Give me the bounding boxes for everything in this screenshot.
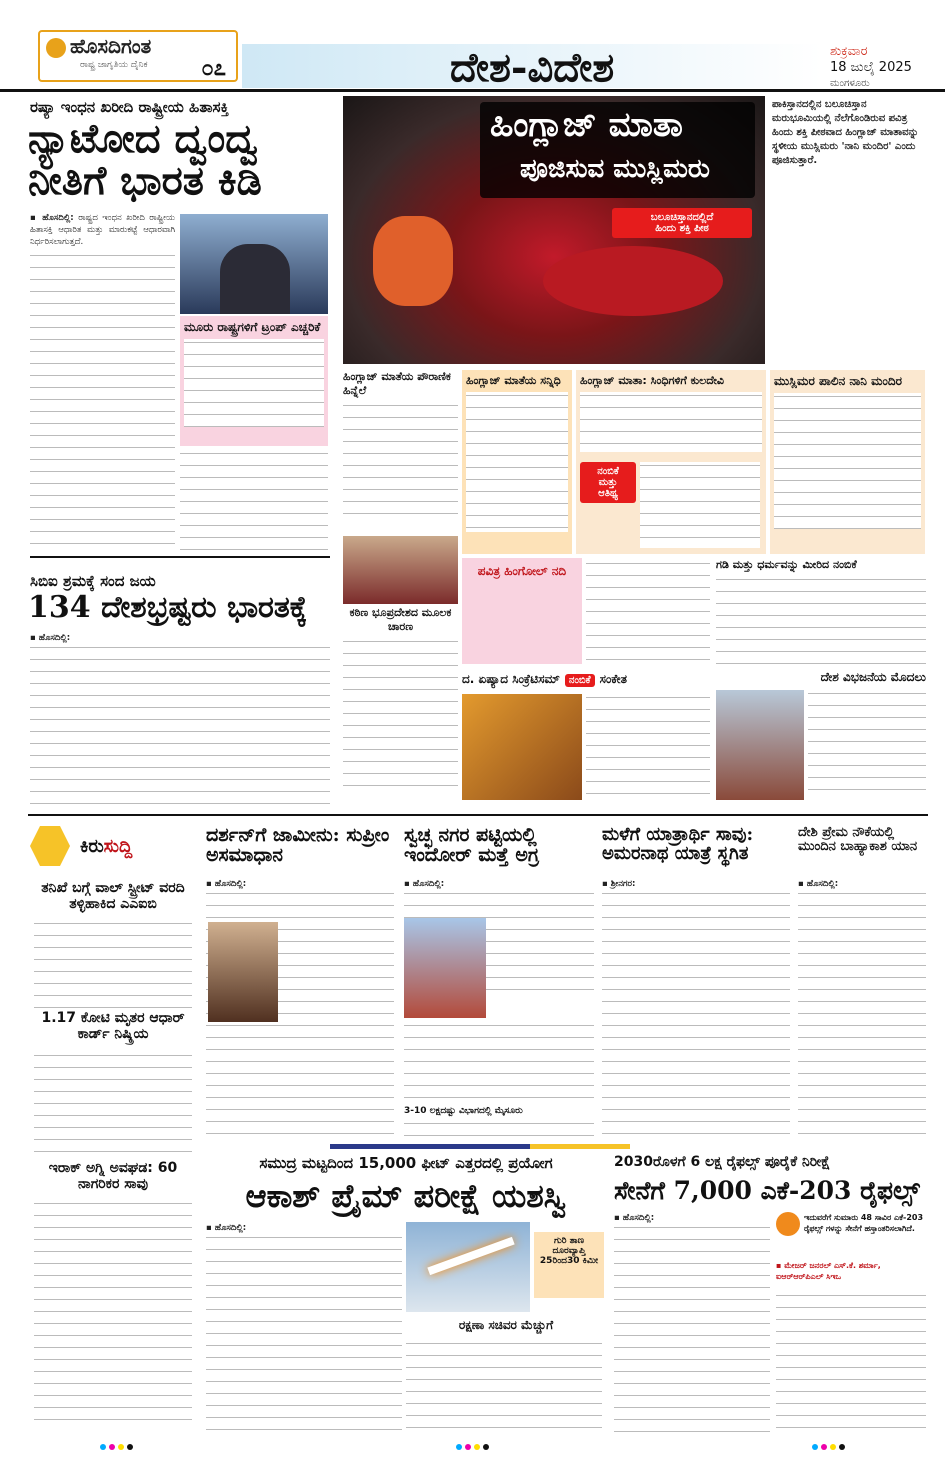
akash-praise: ರಕ್ಷಣಾ ಸಚಿವರ ಮೆಚ್ಚುಗೆ <box>458 1318 554 1332</box>
cbi-kicker: ಸಿಬಿಐ ಶ್ರಮಕ್ಕೆ ಸಂದ ಜಯ <box>30 572 156 590</box>
section-rule-yellow <box>530 1144 630 1149</box>
rifles-body-col1 <box>614 1212 770 1434</box>
coconut-photo <box>462 694 582 800</box>
rifles-quote: ಇದುವರೆಗೆ ಸುಮಾರು 48 ಸಾವಿರ ಎಕೆ-203 ರೈಫಲ್ಸ್ ಗಳನ್ನು ಸೇನೆಗೆ ಹಸ್ತಾಂತರಿಸಲಾಗಿದೆ. <box>804 1213 924 1233</box>
river-box <box>462 558 582 664</box>
rifles-quote-by: ▪ ಮೇಜರ್ ಜನರಲ್ ಎಸ್.ಕೆ. ಶರ್ಮಾ, ಐಆರ್‌ಆರ್‌ಪಿಎಲ್ ಸಿಇಒ <box>776 1261 881 1281</box>
hinglaj-col1b-title: ಕಠಿಣ ಭೂಪ್ರದೇಶದ ಮೂಲಕ ಚಾರಣ <box>349 606 452 633</box>
nato-kicker: ರಷ್ಯಾ ಇಂಧನ ಖರೀದಿ ರಾಷ್ಟ್ರೀಯ ಹಿತಾಸಕ್ತಿ <box>30 98 229 116</box>
partition-title: ದೇಶ ವಿಭಜನೆಯ ಮೊದಲು <box>820 670 926 684</box>
cbi-headline: 134 ದೇಶಭ್ರಷ್ಟರು ಭಾರತಕ್ಕೆ <box>28 590 308 625</box>
akash-kicker: ಸಮುದ್ರ ಮಟ್ಟದಿಂದ 15,000 ಫೀಟ್ ಎತ್ತರದಲ್ಲಿ ಪ್ರಯೋಗ <box>259 1154 553 1172</box>
syncretism-title: ದ. ಏಷ್ಯಾದ ಸಿಂಕ್ರೆಟಿಸಮ್ <box>462 672 560 686</box>
paper-logo <box>38 30 238 82</box>
nato-divider <box>30 556 330 558</box>
hinglaj-col4 <box>770 370 925 554</box>
nato-lead-text: ರಾಷ್ಟ್ರದ ಇಂಧನ ಖರೀದಿ ರಾಷ್ಟ್ರೀಯ ಹಿತಾಸಕ್ತಿ ಆಧಾರಿತ ಮತ್ತು ಮಾರುಕಟ್ಟೆ ಆಧಾರವಾಗಿ ನಿರ್ಧರಿಸಲಾಗುತ್ತದೆ. <box>30 213 175 247</box>
hinglaj-col3-title: ಹಿಂಗ್ಲಾಜ್ ಮಾತಾ: ಸಿಂಧಿಗಳಿಗೆ ಕುಲದೇವಿ <box>580 374 725 387</box>
hinglaj-col1 <box>343 370 458 532</box>
space-body <box>798 878 926 1140</box>
page-number: ೦೭ <box>201 56 226 81</box>
paper-tagline: ರಾಷ್ಟ್ರ ಜಾಗೃತಿಯ ದೈನಿಕ <box>80 60 148 70</box>
space-headline: ದೇಶಿ ಪ್ರೇಮ ನೌಕೆಯಲ್ಲಿ ಮುಂದಿನ ಬಾಹ್ಯಾಕಾಶ ಯಾನ <box>798 825 918 854</box>
swachh-dateline: ▪ ಹೊಸದಿಲ್ಲಿ: <box>404 879 445 889</box>
issue-date-text: 18 ಜುಲೈ 2025 <box>830 60 912 75</box>
cbi-body <box>30 632 330 808</box>
partition-section <box>716 670 926 800</box>
hinglaj-badge-1: ಬಲೂಚಿಸ್ತಾನದಲ್ಲಿದೆ <box>650 212 714 223</box>
syncretism-tail: ಸಂಕೇತ <box>599 672 627 686</box>
kiru-story-2-body <box>34 1052 192 1158</box>
section-rule-blue <box>330 1144 530 1149</box>
amarnath-dateline: ▪ ಶ್ರೀನಗರ: <box>602 879 636 889</box>
amarnath-body <box>602 878 790 1140</box>
issue-day: ಶುಕ್ರವಾರ <box>830 44 868 59</box>
kiru-label-a: ಕಿರು <box>80 836 104 857</box>
hinglaj-badge <box>612 208 752 238</box>
hinglaj-side-text: ಪಾಕಿಸ್ತಾನದಲ್ಲಿನ ಬಲೂಚಿಸ್ತಾನ ಮರುಭೂಮಿಯಲ್ಲಿ ನೆಲೆಗೊಂಡಿರುವ ಪವಿತ್ರ ಹಿಂದು ಶಕ್ತಿ ಪೀಠವಾದ ಹಿಂಗ್ಲಾಜ್ ಮಾತಾವನ್ನು ಸ್ಥಳೀಯ ಮುಸ್ಲಿಮರು 'ನಾನಿ ಮಂದಿರ' ಎಂದು ಪೂಜಿಸುತ್ತಾರೆ. <box>772 99 919 166</box>
akash-headline: ಆಕಾಶ್ ಪ್ರೈಮ್ ಪರೀಕ್ಷೆ ಯಶಸ್ವಿ <box>245 1177 567 1215</box>
issue-date <box>830 44 912 92</box>
kiru-suddi-label <box>30 826 195 868</box>
row-divider <box>28 814 928 816</box>
kiru-story-3-title: ಇರಾಕ್ ಅಗ್ನಿ ಅವಘಡ: 60 ನಾಗರಿಕರ ಸಾವು <box>48 1160 178 1192</box>
darshan-photo <box>208 922 278 1022</box>
hinglaj-col1b <box>343 606 458 796</box>
faith-badge: ನಂಬಿಕೆ ಮತ್ತು ಆತಿಥ್ಯ <box>580 462 636 503</box>
nato-body-col3 <box>180 450 328 550</box>
cbi-dateline: ▪ ಹೊಸದಿಲ್ಲಿ: <box>30 633 71 643</box>
syncretism-head <box>462 668 712 692</box>
kiru-story-2-title: 1.17 ಕೋಟಿ ಮೃತರ ಆಧಾರ್ ಕಾರ್ಡ್ ನಿಷ್ಕ್ರಿಯ <box>41 1010 185 1042</box>
rifles-body-col2 <box>776 1292 926 1434</box>
issue-city: ಮಂಗಳೂರು <box>830 78 870 89</box>
hinglaj-col2-title: ಹಿಂಗ್ಲಾಜ್ ಮಾತೆಯ ಸನ್ನಿಧಿ <box>466 374 561 387</box>
kiru-story-1-body <box>34 920 192 1008</box>
rifles-headline: ಸೇನೆಗೆ 7,000 ಎಕೆ-203 ರೈಫಲ್ಸ್ <box>614 1176 920 1205</box>
hinglaj-side <box>772 98 922 366</box>
nato-lead <box>30 212 175 552</box>
swachh-sub: 3-10 ಲಕ್ಷದಷ್ಟು ವಿಭಾಗದಲ್ಲಿ ಮೈಸೂರು <box>404 1106 523 1116</box>
missile-photo <box>406 1222 530 1312</box>
syncretism-badge: ನಂಬಿಕೆ <box>565 674 595 687</box>
masthead <box>0 0 945 92</box>
hinglaj-headline-2: ಪೂಜಿಸುವ ಮುಸ್ಲಿಮರು <box>520 154 710 184</box>
nato-dateline: ▪ ಹೊಸದಿಲ್ಲಿ: <box>30 213 74 223</box>
trust-section <box>716 558 926 668</box>
nato-photo <box>180 214 328 314</box>
paper-name: ಹೊಸದಿಗಂತ <box>70 34 152 58</box>
swachh-headline: ಸ್ವಚ್ಛ ನಗರ ಪಟ್ಟಿಯಲ್ಲಿ ಇಂದೋರ್ ಮತ್ತೆ ಅಗ್ರ <box>404 824 539 866</box>
kiru-story-3-body <box>34 1200 192 1430</box>
hinglaj-col4-title: ಮುಸ್ಲಿಮರ ಪಾಲಿನ ನಾನಿ ಮಂದಿರ <box>774 374 902 388</box>
hinglaj-idol-photo <box>343 536 458 604</box>
darshan-dateline: ▪ ಹೊಸದಿಲ್ಲಿ: <box>206 879 247 889</box>
kiru-story-1-title: ತನಿಖೆ ಬಗ್ಗೆ ವಾಲ್ ಸ್ಟ್ರೀಟ್ ವರದಿ ತಳ್ಳಿಹಾಕಿದ ಎಎಐಬಿ <box>41 880 185 912</box>
rifles-quote-box <box>776 1212 926 1288</box>
space-dateline: ▪ ಹೊಸದಿಲ್ಲಿ: <box>798 879 839 889</box>
akash-range: ಗುರಿ ತಾಣ ದೂರವ್ಯಾಪ್ತಿ 25ರಿಂದ30 ಕಿಮೀ <box>534 1232 604 1298</box>
rifles-dateline: ▪ ಹೊಸದಿಲ್ಲಿ: <box>614 1213 655 1223</box>
indore-photo <box>404 918 486 1018</box>
akash-body-col1 <box>206 1222 402 1434</box>
hinglaj-col2 <box>462 370 572 554</box>
hinglaj-col1-title: ಹಿಂಗ್ಲಾಜ್ ಮಾತೆಯ ಪೌರಾಣಿಕ ಹಿನ್ನೆಲೆ <box>343 370 451 397</box>
lamp-icon <box>46 38 66 58</box>
hinglaj-col3 <box>576 370 766 554</box>
nato-headline: ನ್ಯಾಟೋದ ದ್ವಂದ್ವ ನೀತಿಗೆ ಭಾರತ ಕಿಡಿ <box>28 115 262 204</box>
river-text <box>586 560 710 664</box>
rifles-kicker: 2030ರೊಳಗೆ 6 ಲಕ್ಷ ರೈಫಲ್ಸ್ ಪೂರೈಕೆ ನಿರೀಕ್ಷೆ <box>614 1154 831 1170</box>
quote-icon <box>776 1212 800 1236</box>
swachh-body-2 <box>404 1022 594 1104</box>
akash-dateline: ▪ ಹೊಸದಿಲ್ಲಿ: <box>206 1223 247 1233</box>
akash-body-col2 <box>406 1340 602 1434</box>
trust-title: ಗಡಿ ಮತ್ತು ಧರ್ಮವನ್ನು ಮೀರಿದ ನಂಬಿಕೆ <box>716 558 857 571</box>
trump-box-title: ಮೂರು ರಾಷ್ಟ್ರಗಳಿಗೆ ಟ್ರಂಪ್ ಎಚ್ಚರಿಕೆ <box>184 320 321 334</box>
pilgrims-photo <box>716 690 804 800</box>
hinglaj-badge-2: ಹಿಂದು ಶಕ್ತಿ ಪೀಠ <box>655 223 709 234</box>
river-title: ಪವಿತ್ರ ಹಿಂಗೋಲ್ ನದಿ <box>477 564 567 578</box>
print-registration-marks <box>100 1444 845 1454</box>
trump-box <box>180 316 328 446</box>
megaphone-icon <box>30 826 70 866</box>
section-title: ದೇಶ-ವಿದೇಶ <box>450 44 615 91</box>
amarnath-headline: ಮಳೆಗೆ ಯಾತ್ರಾರ್ಥಿ ಸಾವು: ಅಮರನಾಥ ಯಾತ್ರೆ ಸ್ಥಗಿತ <box>602 824 754 864</box>
kiru-label-b: ಸುದ್ದಿ <box>103 836 133 857</box>
swachh-body-3 <box>404 1120 594 1142</box>
darshan-headline: ದರ್ಶನ್‌ಗೆ ಜಾಮೀನು: ಸುಪ್ರೀಂ ಅಸಮಾಧಾನ <box>206 824 390 866</box>
hinglaj-headline-1: ಹಿಂಗ್ಲಾಜ್ ಮಾತಾ <box>490 105 683 145</box>
syncretism-text <box>586 694 710 800</box>
